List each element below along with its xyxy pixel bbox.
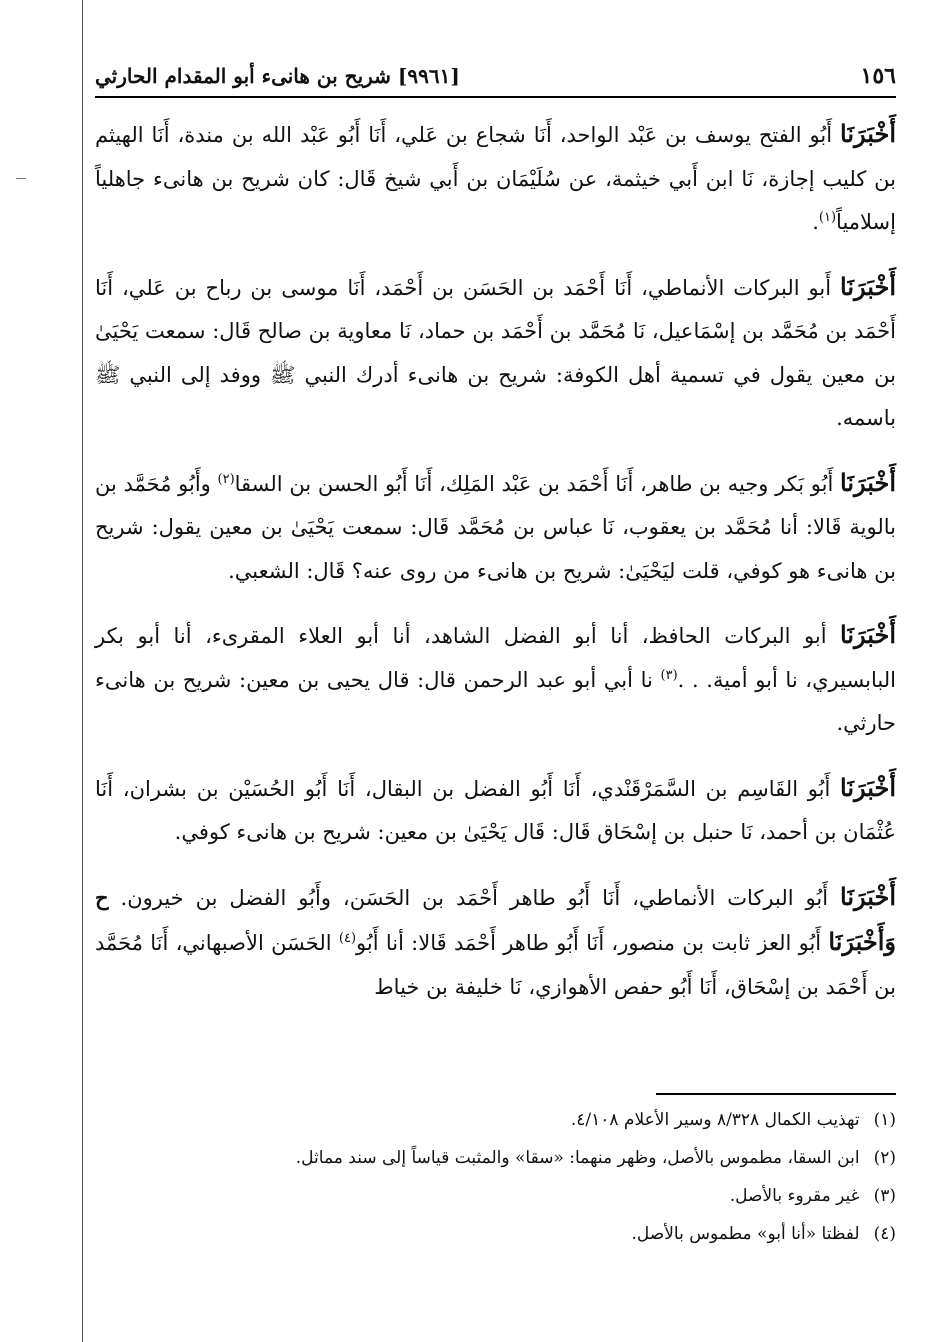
footnote <box>95 1182 896 1210</box>
footnote-separator <box>656 1093 896 1095</box>
main-text <box>95 112 896 1009</box>
paragraph-6 <box>95 875 896 1010</box>
paragraph-1 <box>95 112 896 245</box>
paragraph-text: أَبُو القَاسِم بن السَّمَرْقَنْدي، أَنَا أَبُو الفضل بن البقال، أَنَا أَبُو الحُسَيْن بن بشران، أَنَا عُثْمَان بن أحمد، نَا حنبل بن إسْحَاق قَال: قَال يَحْيَىٰ بن معين: شريح بن هانىء كوفي. <box>95 776 896 844</box>
running-head: [٩٩٦١] شريح بن هانىء أبو المقدام الحارثي <box>95 64 460 88</box>
page-binding-edge <box>82 0 83 1342</box>
footnote-text: غير مقروء بالأصل. <box>729 1186 860 1206</box>
footnote-number: (٣) <box>873 1186 896 1206</box>
page-number: ١٥٦ <box>860 63 896 89</box>
footnote-number: (٢) <box>873 1148 896 1168</box>
paragraph-keyword: أَخْبَرَنَا <box>840 119 896 148</box>
footnote <box>95 1106 896 1134</box>
footnote-number: (٤) <box>873 1224 896 1244</box>
page-header <box>95 56 896 98</box>
footnote-number: (١) <box>873 1110 896 1130</box>
paragraph-keyword: أَخْبَرَنَا <box>840 271 896 301</box>
footnote-ref-4: (٤) <box>338 931 357 946</box>
paragraph-text: نا أبي أبو عبد الرحمن قال: قال يحيى بن معين: شريح بن هانىء حارثي. <box>95 667 896 735</box>
footnote <box>95 1220 896 1248</box>
paragraph-text: أَبُو العز ثابت بن منصور، أَنَا أَبُو طاهر أَحْمَد قَالا: أنا أَبُو <box>356 931 829 955</box>
paragraph-5 <box>95 766 896 855</box>
footnote-text: ابن السقا، مطموس بالأصل، وظهر منهما: «سقا» والمثبت قياساً إلى سند مماثل. <box>295 1148 860 1168</box>
scan-artifact <box>16 178 26 179</box>
footnote-ref-2: (٢) <box>217 471 235 487</box>
paragraph-text: أَبو البركات الأنماطي، أَنَا أَحْمَد بن الحَسَن بن أَحْمَد، أَنَا موسى بن رباح بن عَلي، أَنَا أَحْمَد بن مُحَمَّد بن إسْمَاعيل، نَا مُحَمَّد بن أَحْمَد بن حماد، نَا معاوية بن صالح قَال: سمعت يَحْيَىٰ بن معين يقول في تسمية أهل الكوفة: شريح بن هانىء أدرك النبي ﷺ ووفد إلى النبي ﷺ باسمه. <box>95 275 896 430</box>
paragraph-keyword: وَأَخْبَرَنَا <box>828 927 896 956</box>
paragraph-4 <box>95 613 896 746</box>
paragraph-2 <box>95 265 896 441</box>
paragraph-text: أبو البركات الحافظ، أنا أبو الفضل الشاهد، أنا أبو العلاء المقرىء، أنا أبو بكر البابسيري، نا أبو أمية. . . <box>95 624 896 692</box>
footnote-ref-3: (٣) <box>660 667 678 683</box>
paragraph-text: الحَسَن الأصبهاني، أَنَا مُحَمَّد بن أَحْمَد بن إسْحَاق، أَنَا أَبُو حفص الأهوازي، نَا خليفة بن خياط <box>95 931 896 999</box>
footnotes <box>95 1106 896 1258</box>
paragraph-keyword: أَخْبَرَنَا <box>840 620 896 649</box>
footnote-text: تهذيب الكمال ٨/٣٢٨ وسير الأعلام ٤/١٠٨. <box>570 1110 860 1130</box>
paragraph-text: وأَبُو مُحَمَّد بن بالوية قَالا: أنا مُحَمَّد بن يعقوب، نَا عباس بن مُحَمَّد قَال: سمعت يَحْيَىٰ بن معين يقول: شريح بن هانىء هو كوفي، قلت ليَحْيَىٰ: شريح بن هانىء من روى عنه؟ قَال: الشعبي. <box>95 471 896 583</box>
paragraph-keyword: أَخْبَرَنَا <box>840 467 896 497</box>
paragraph-text: أَبُو البركات الأنماطي، أَنَا أَبُو طاهر أَحْمَد بن الحَسَن، وأَبُو الفضل بن خيرون. <box>108 885 841 910</box>
chain-switch-marker: ح <box>95 884 109 910</box>
footnote <box>95 1144 896 1172</box>
paragraph-keyword: أَخْبَرَنَا <box>840 772 896 802</box>
footnote-text: لفظتا «أنا أبو» مطموس بالأصل. <box>631 1224 860 1244</box>
paragraph-3 <box>95 461 896 594</box>
footnote-ref-1: (١) <box>818 210 837 225</box>
paragraph-keyword: أَخْبَرَنَا <box>840 881 896 911</box>
paragraph-text: أَبُو بَكر وجيه بن طاهر، أَنَا أَحْمَد بن عَبْد المَلِك، أَنَا أَبُو الحسن بن السقا <box>234 471 841 496</box>
paragraph-text: . <box>812 210 819 234</box>
paragraph-text: أَبُو الفتح يوسف بن عَبْد الواحد، أَنَا شجاع بن عَلي، أَنَا أَبُو عَبْد الله بن مندة، أَنَا الهيثم بن كليب إجازة، نَا ابن أَبي خيثمة، عن سُلَيْمَان بن أَبي شيخ قَال: كان شريح بن هانىء جاهلياً إسلامياً <box>95 123 896 234</box>
